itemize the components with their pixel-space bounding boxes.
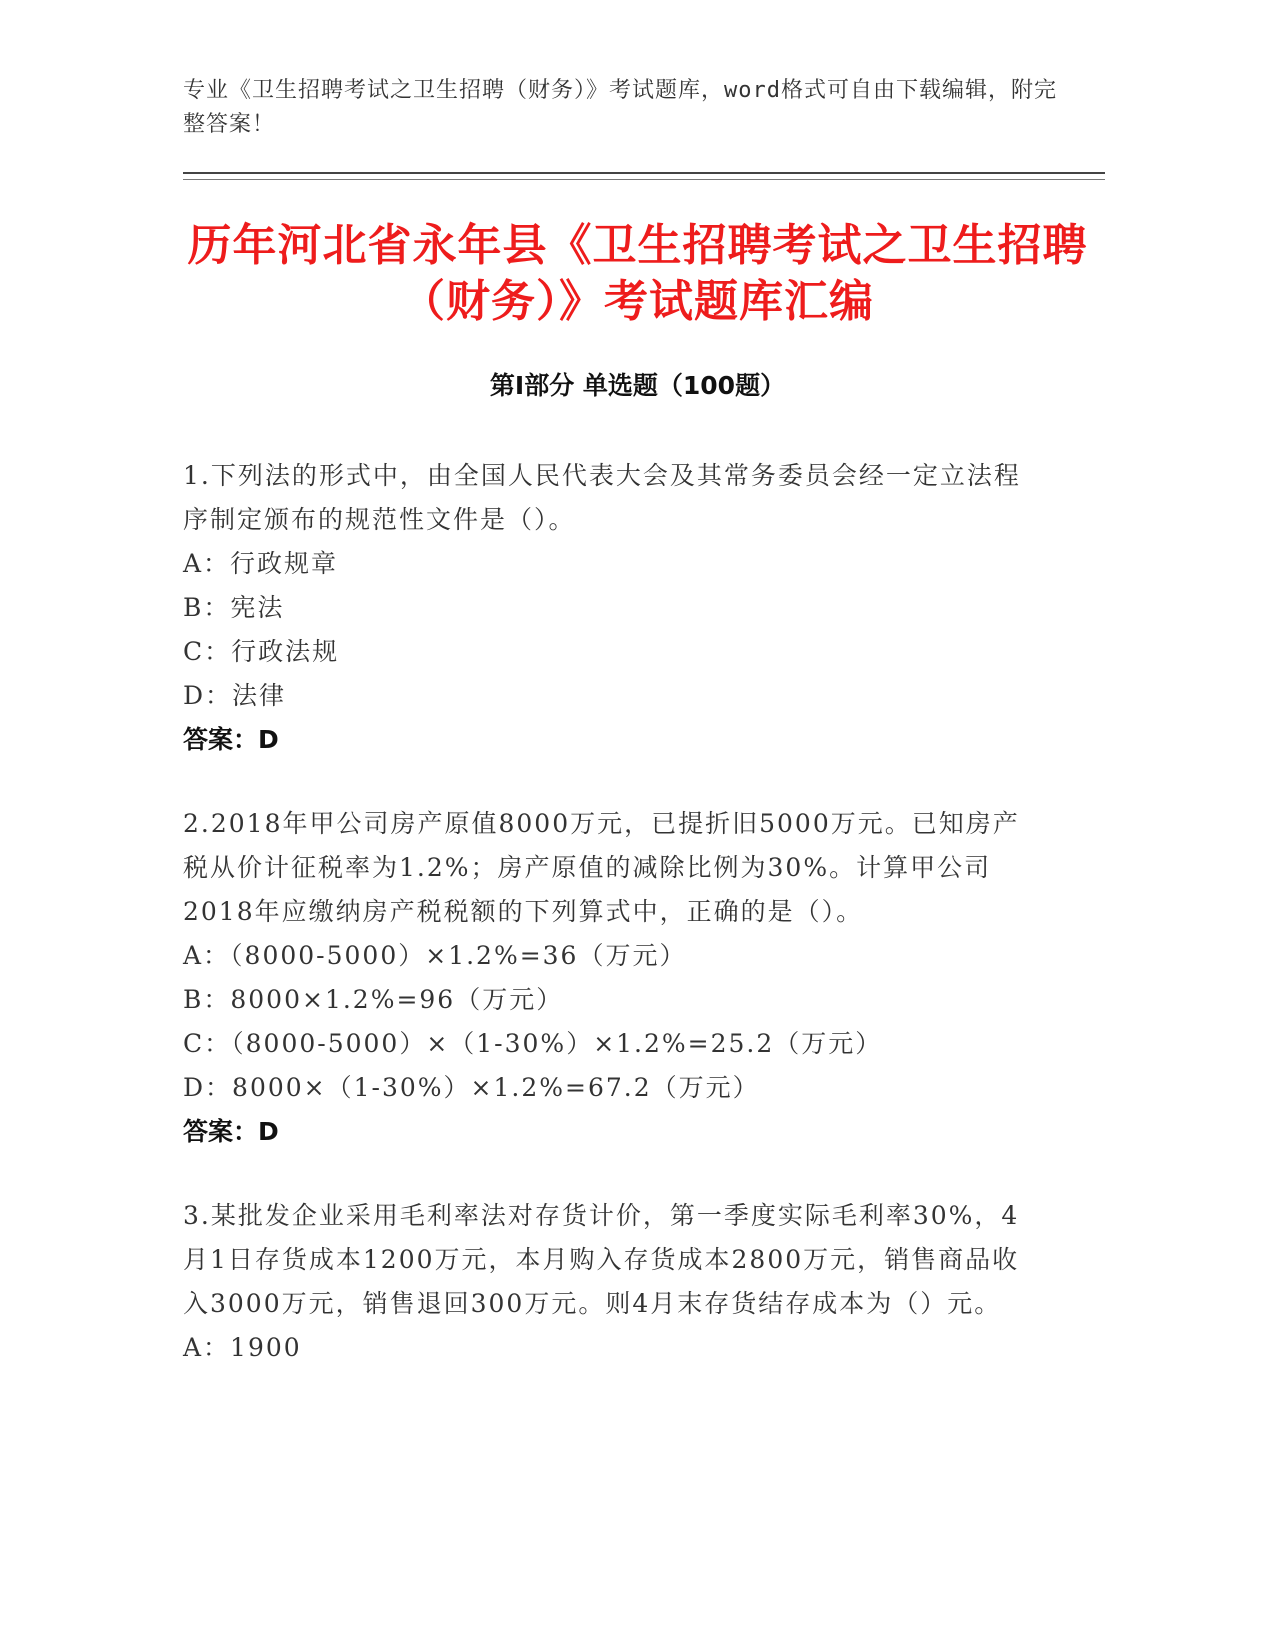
section-heading: 第I部分 单选题（100题）: [489, 371, 786, 400]
option-a: A：1900: [183, 1333, 302, 1362]
question-3: [183, 1194, 1043, 1370]
header-note: 专业《卫生招聘考试之卫生招聘（财务）》考试题库，word格式可自由下载编辑，附完整答案！: [183, 78, 1057, 137]
option-b: B：宪法: [183, 593, 285, 622]
question-stem: 1.下列法的形式中，由全国人民代表大会及其常务委员会经一定立法程序制定颁布的规范性文件是（）。: [183, 461, 1021, 534]
option-a: A：（8000-5000）×1.2%=36（万元）: [183, 941, 687, 970]
option-d: D：8000×（1-30%）×1.2%=67.2（万元）: [183, 1073, 760, 1102]
document-title: 历年河北省永年县《卫生招聘考试之卫生招聘（财务）》考试题库汇编: [187, 220, 1088, 327]
answer: 答案：D: [183, 725, 279, 754]
question-stem: 2.2018年甲公司房产原值8000万元，已提折旧5000万元。已知房产税从价计征税率为1.2%；房产原值的减除比例为30%。计算甲公司2018年应缴纳房产税税额的下列算式中，正确的是（）。: [183, 809, 1020, 926]
option-b: B：8000×1.2%=96（万元）: [183, 985, 564, 1014]
option-c: C：行政法规: [183, 637, 340, 666]
option-c: C：（8000-5000）×（1-30%）×1.2%=25.2（万元）: [183, 1029, 883, 1058]
answer: 答案：D: [183, 1117, 279, 1146]
question-2: [183, 802, 1043, 1154]
header-divider-thick: [183, 172, 1105, 174]
question-1: [183, 454, 1043, 762]
question-stem: 3.某批发企业采用毛利率法对存货计价，第一季度实际毛利率30%，4月1日存货成本1200万元，本月购入存货成本2800万元，销售商品收入3000万元，销售退回300万元。则4月末存货结存成本为（）元。: [183, 1201, 1020, 1318]
option-a: A：行政规章: [183, 549, 339, 578]
header-divider-thin: [183, 179, 1105, 180]
option-d: D：法律: [183, 681, 287, 710]
